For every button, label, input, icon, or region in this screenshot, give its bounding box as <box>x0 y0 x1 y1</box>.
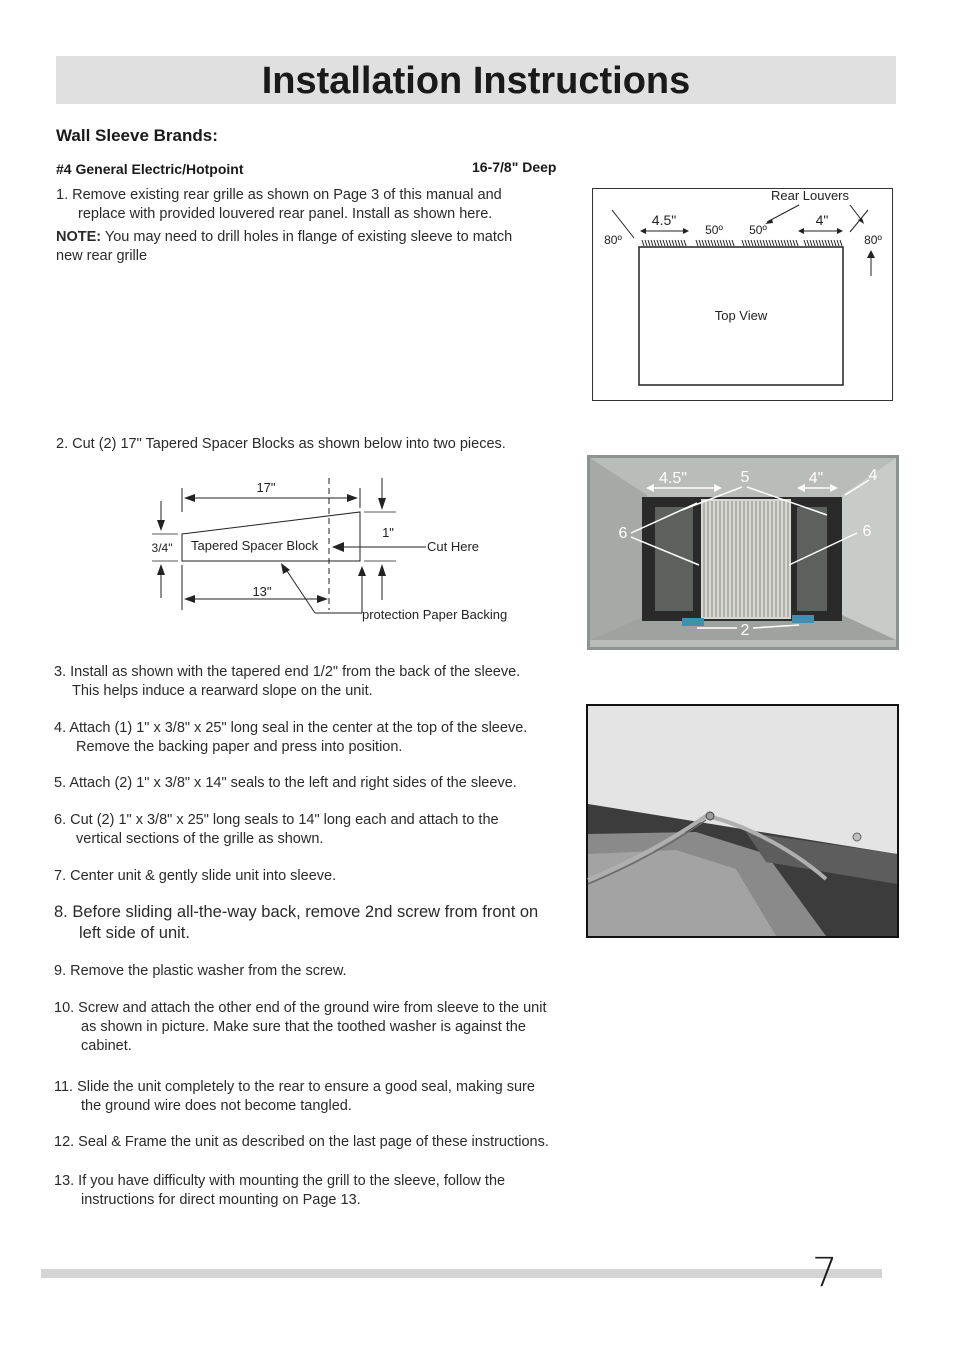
photo1-callout-4: 4 <box>868 467 878 484</box>
rear-louvers-label: Rear Louvers <box>770 188 850 203</box>
step-3-line1: 3. Install as shown with the tapered end 1/2" from the back of the sleeve. <box>54 664 521 680</box>
backing-arrow-a <box>281 563 290 574</box>
photo2-screw <box>853 833 861 841</box>
backing-label: protection Paper Backing <box>362 607 508 622</box>
ground-wire-photo <box>586 704 899 938</box>
step-1 <box>56 186 576 224</box>
photo1-dim-left-label: 4.5" <box>659 470 687 487</box>
dim1-arrow-bottom <box>378 564 386 576</box>
angle-right-label: 50º <box>749 223 767 237</box>
photo1-seal-right <box>792 615 814 623</box>
backing-leader-a <box>285 568 315 613</box>
step-6-line2: vertical sections of the grille as shown. <box>76 831 324 847</box>
dim34-arrow-top <box>157 520 165 531</box>
photo1-left-panel <box>655 507 693 611</box>
photo1-louver-panel <box>701 499 791 619</box>
step-3 <box>54 663 594 701</box>
backing-arrow-b <box>358 566 366 576</box>
top-view-diagram <box>592 188 894 402</box>
step-1-line1: 1. Remove existing rear grille as shown on Page 3 of this manual and <box>56 187 502 203</box>
step-3-line2: This helps induce a rearward slope on the unit. <box>72 683 373 699</box>
dim13-label: 13" <box>252 584 272 599</box>
step-11-line1: 11. Slide the unit completely to the rear to ensure a good seal, making sure <box>54 1079 535 1095</box>
step-4-line1: 4. Attach (1) 1" x 3/8" x 25" long seal in the center at the top of the sleeve. <box>54 720 528 736</box>
step-4-line2: Remove the backing paper and press into position. <box>76 739 403 755</box>
photo1-callout-2: 2 <box>740 622 750 639</box>
step-8 <box>54 902 594 944</box>
photo2-wire-terminal <box>706 812 714 820</box>
right-dim-label: 4" <box>815 212 829 228</box>
left-dim-label: 4.5" <box>651 212 677 228</box>
photo1-callout-6-right: 6 <box>862 523 872 540</box>
cut-here-label: Cut Here <box>427 539 480 554</box>
step-11 <box>54 1078 614 1116</box>
dim1-label: 1" <box>382 525 394 540</box>
step-4 <box>54 719 594 757</box>
step-6 <box>54 811 594 849</box>
step-8-line1: 8. Before sliding all-the-way back, remove 2nd screw from front on <box>54 903 539 921</box>
angle-left-label: 50º <box>705 223 723 237</box>
spacer-block <box>182 512 360 561</box>
corner-right-label: 80º <box>864 233 882 247</box>
page-title: Installation Instructions <box>261 60 691 102</box>
step-13 <box>54 1172 614 1210</box>
dim17-label: 17" <box>256 480 276 495</box>
photo1-seal-left <box>682 618 704 626</box>
dim17-arrow-a <box>184 494 195 502</box>
step-5: 5. Attach (2) 1" x 3/8" x 14" seals to the left and right sides of the sleeve. <box>54 775 517 791</box>
spacer-block-diagram <box>140 470 540 630</box>
dim1-arrow-top <box>378 498 386 510</box>
step-2: 2. Cut (2) 17" Tapered Spacer Blocks as shown below into two pieces. <box>56 436 506 452</box>
photo1-callout-6-left: 6 <box>618 525 628 542</box>
title-bar <box>56 56 896 104</box>
dim13-arrow-b <box>317 595 328 603</box>
step-12: 12. Seal & Frame the unit as described on the last page of these instructions. <box>54 1134 549 1150</box>
step-9: 9. Remove the plastic washer from the screw. <box>54 963 347 979</box>
corner-left-label: 80º <box>604 233 622 247</box>
note-label: NOTE: <box>56 229 102 245</box>
step-6-line1: 6. Cut (2) 1" x 3/8" x 25" long seals to 14" long each and attach to the <box>54 812 499 828</box>
step-11-line2: the ground wire does not become tangled. <box>81 1098 352 1114</box>
footer-bar <box>41 1269 882 1278</box>
dim17-arrow-b <box>347 494 358 502</box>
top-view-caption: Top View <box>714 308 768 323</box>
depth-label: 16-7/8" Deep <box>472 159 557 175</box>
dim34-label: 3/4" <box>151 541 173 555</box>
note-line2: new rear grille <box>56 248 148 264</box>
sleeve-interior-photo <box>587 455 899 650</box>
step-10-line3: cabinet. <box>81 1038 132 1054</box>
step-13-line2: instructions for direct mounting on Page 13. <box>81 1192 361 1208</box>
step-1-line2: replace with provided louvered rear panel. Install as shown here. <box>78 206 493 222</box>
step-10-line2: as shown in picture. Make sure that the toothed washer is against the <box>81 1019 526 1035</box>
dim13-arrow-a <box>184 595 195 603</box>
spacer-block-label: Tapered Spacer Block <box>191 538 319 553</box>
section-heading: Wall Sleeve Brands: <box>56 126 218 145</box>
page-number: 7 <box>812 1250 838 1296</box>
brand-heading: #4 General Electric/Hotpoint <box>56 161 244 177</box>
step-8-line2: left side of unit. <box>79 924 190 942</box>
note <box>56 228 576 266</box>
step-7: 7. Center unit & gently slide unit into sleeve. <box>54 868 337 884</box>
step-10-line1: 10. Screw and attach the other end of the ground wire from sleeve to the unit <box>54 1000 547 1016</box>
note-text: You may need to drill holes in flange of existing sleeve to match <box>101 229 513 245</box>
photo1-callout-5: 5 <box>740 469 750 486</box>
step-13-line1: 13. If you have difficulty with mounting the grill to the sleeve, follow the <box>54 1173 506 1189</box>
dim34-arrow-bottom <box>157 564 165 575</box>
photo1-dim-right-label: 4" <box>808 470 824 487</box>
step-10 <box>54 999 614 1056</box>
